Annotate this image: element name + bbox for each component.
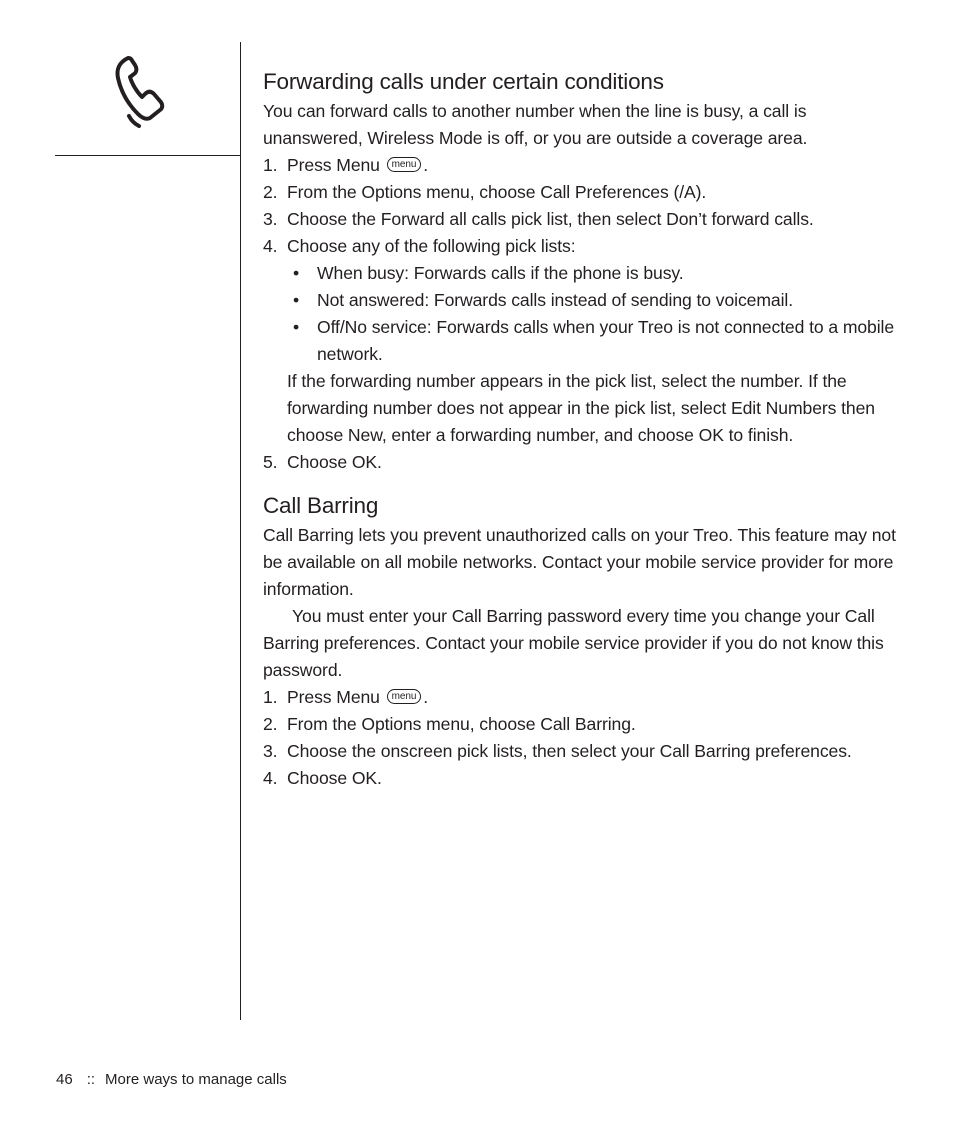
forwarding-intro: You can forward calls to another number when the line is busy, a call is unanswered, Wireless Mode is off, or you are outside a coverage area. — [263, 101, 808, 148]
step-note: If the forwarding number appears in the pick list, select the number. If the forwarding number does not appear in the pick list, select Edit Numbers then choose New, enter a forwarding number, and choose OK to finish. — [287, 371, 875, 445]
list-item — [263, 684, 903, 711]
bullet: • — [293, 290, 300, 310]
step-number: 5. — [263, 452, 278, 472]
step-text: Press Menu — [287, 687, 380, 707]
step-text: From the Options menu, choose Call Preferences (/A). — [287, 182, 707, 202]
vertical-rule — [240, 42, 241, 1020]
bullet-term: Off/No service: — [317, 317, 432, 337]
menu-key-icon: menu — [387, 157, 422, 172]
bullet: • — [293, 317, 300, 337]
step-text: Choose OK. — [287, 452, 382, 472]
phone-handset-icon — [110, 54, 170, 130]
step-number: 4. — [263, 768, 278, 788]
list-item — [293, 260, 903, 287]
list-item — [263, 738, 903, 765]
step-punct: . — [423, 687, 429, 707]
step-number: 2. — [263, 714, 278, 734]
step-number: 3. — [263, 209, 278, 229]
chapter-title: More ways to manage calls — [105, 1071, 287, 1088]
page-footer — [56, 1070, 287, 1090]
call-barring-intro-2: You must enter your Call Barring password every time you change your Call Barring preferences. Contact your mobile service provider if you do not know this password. — [263, 606, 884, 680]
menu-key-icon: menu — [387, 689, 422, 704]
pick-list-bullets — [263, 260, 903, 368]
section-heading-forwarding: Forwarding calls under certain conditions — [263, 69, 664, 94]
step-text: From the Options menu, choose Call Barring. — [287, 714, 636, 734]
list-item — [293, 314, 903, 368]
forwarding-steps-cont — [263, 449, 903, 476]
page-number: 46 — [56, 1071, 73, 1088]
bullet-desc: Forwards calls instead of sending to voicemail. — [429, 290, 794, 310]
list-item — [263, 711, 903, 738]
call-barring-intro: Call Barring lets you prevent unauthorized calls on your Treo. This feature may not be available on all mobile networks. Contact your mobile service provider for more information. — [263, 525, 896, 599]
step-text: Choose the onscreen pick lists, then select your Call Barring preferences. — [287, 741, 852, 761]
bullet-term: Not answered: — [317, 290, 430, 310]
step-number: 3. — [263, 741, 278, 761]
step-punct: . — [423, 155, 429, 175]
forwarding-steps — [263, 152, 903, 260]
page-content — [263, 68, 903, 792]
bullet-desc: Forwards calls when your Treo is not connected to a mobile network. — [317, 317, 895, 364]
step-number: 4. — [263, 236, 278, 256]
list-item — [263, 449, 903, 476]
bullet-desc: Forwards calls if the phone is busy. — [408, 263, 684, 283]
step-number: 1. — [263, 687, 278, 707]
call-barring-steps — [263, 684, 903, 792]
step-text: Choose OK. — [287, 768, 382, 788]
step-text: Choose any of the following pick lists: — [287, 236, 576, 256]
step-number: 1. — [263, 155, 278, 175]
list-item — [263, 206, 903, 233]
list-item — [293, 287, 903, 314]
list-item — [263, 765, 903, 792]
list-item — [263, 233, 903, 260]
step-text: Choose the Forward all calls pick list, then select Don’t forward calls. — [287, 209, 814, 229]
step-text: Press Menu — [287, 155, 380, 175]
bullet-term: When busy: — [317, 263, 409, 283]
section-heading-call-barring: Call Barring — [263, 493, 379, 518]
bullet: • — [293, 263, 300, 283]
step-number: 2. — [263, 182, 278, 202]
list-item — [263, 179, 903, 206]
horizontal-rule — [55, 155, 241, 156]
footer-separator: :: — [86, 1071, 96, 1088]
list-item — [263, 152, 903, 179]
